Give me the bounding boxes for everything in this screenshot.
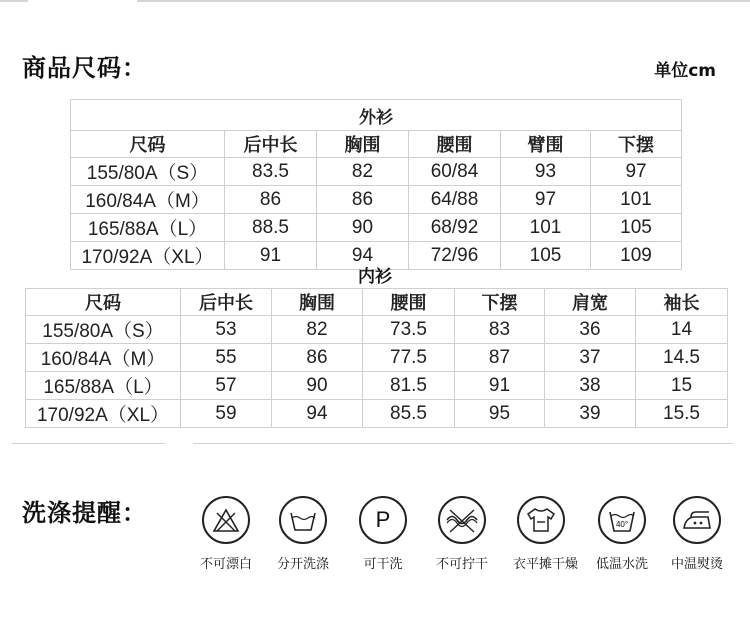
- table-cell: 39: [545, 400, 636, 428]
- table-cell: 68/92: [409, 214, 501, 242]
- table-cell: 83: [455, 316, 545, 344]
- care-item: [434, 496, 490, 572]
- table-cell: 170/92A（XL）: [26, 400, 181, 428]
- table-cell: 94: [272, 400, 363, 428]
- table-row: [26, 344, 728, 372]
- inner-table-title: 内衫: [358, 267, 392, 287]
- header-shoulder: 肩宽: [545, 289, 636, 316]
- table-cell: 88.5: [225, 214, 317, 242]
- table-cell: 101: [591, 186, 682, 214]
- wash-temperature: 40°: [615, 520, 629, 529]
- dry-clean-symbol: P: [375, 507, 391, 532]
- table-cell: 91: [455, 372, 545, 400]
- table-cell: 94: [317, 242, 409, 270]
- care-label: 不可拧干: [435, 557, 488, 572]
- care-item: [198, 496, 254, 572]
- section-divider-left: [12, 443, 165, 444]
- section-divider-right: [193, 443, 733, 444]
- table-row: [26, 316, 728, 344]
- header-hem: 下摆: [591, 131, 682, 158]
- table-cell: 64/88: [409, 186, 501, 214]
- header-back-length: 后中长: [181, 289, 272, 316]
- table-cell: 57: [181, 372, 272, 400]
- table-cell: 109: [591, 242, 682, 270]
- table-cell: 37: [545, 344, 636, 372]
- table-cell: 15.5: [636, 400, 728, 428]
- care-item: [513, 496, 579, 572]
- table-cell: 155/80A（S）: [26, 316, 181, 344]
- table-cell: 82: [272, 316, 363, 344]
- table-cell: 55: [181, 344, 272, 372]
- table-cell: 86: [225, 186, 317, 214]
- outer-table-title: 外衫: [71, 100, 682, 131]
- care-label: 低温水洗: [595, 557, 648, 572]
- table-cell: 59: [181, 400, 272, 428]
- care-item: [669, 496, 725, 572]
- table-cell: 170/92A（XL）: [71, 242, 225, 270]
- care-label: 中温熨烫: [670, 557, 723, 572]
- wash-40-icon: [598, 496, 646, 544]
- unit-label: 单位cm: [654, 61, 716, 81]
- table-cell: 60/84: [409, 158, 501, 186]
- table-cell: 72/96: [409, 242, 501, 270]
- table-cell: 165/88A（L）: [26, 372, 181, 400]
- dry-flat-icon: [517, 496, 565, 544]
- table-cell: 82: [317, 158, 409, 186]
- iron-medium-icon: [673, 496, 721, 544]
- table-cell: 97: [501, 186, 591, 214]
- table-row: [26, 400, 728, 428]
- table-cell: 87: [455, 344, 545, 372]
- care-item: [355, 496, 411, 572]
- table-cell: 97: [591, 158, 682, 186]
- do-not-wring-icon: [438, 496, 486, 544]
- table-row: [26, 372, 728, 400]
- size-section-title: 商品尺码：: [22, 54, 147, 82]
- inner-size-table: [25, 288, 728, 428]
- table-cell: 95: [455, 400, 545, 428]
- table-row: [71, 186, 682, 214]
- table-cell: 77.5: [363, 344, 455, 372]
- table-cell: 165/88A（L）: [71, 214, 225, 242]
- care-item: [594, 496, 650, 572]
- table-cell: 73.5: [363, 316, 455, 344]
- table-cell: 86: [272, 344, 363, 372]
- table-cell: 14: [636, 316, 728, 344]
- care-item: [275, 496, 331, 572]
- table-cell: 105: [591, 214, 682, 242]
- table-cell: 81.5: [363, 372, 455, 400]
- table-cell: 91: [225, 242, 317, 270]
- table-cell: 155/80A（S）: [71, 158, 225, 186]
- table-row: [71, 214, 682, 242]
- do-not-bleach-icon: [202, 496, 250, 544]
- header-hem: 下摆: [455, 289, 545, 316]
- table-cell: 160/84A（M）: [26, 344, 181, 372]
- header-arm: 臂围: [501, 131, 591, 158]
- table-cell: 101: [501, 214, 591, 242]
- header-chest: 胸围: [272, 289, 363, 316]
- care-label: 可干洗: [363, 557, 403, 572]
- table-cell: 38: [545, 372, 636, 400]
- header-chest: 胸围: [317, 131, 409, 158]
- top-divider-right: [137, 0, 750, 2]
- table-cell: 14.5: [636, 344, 728, 372]
- table-cell: 36: [545, 316, 636, 344]
- table-cell: 15: [636, 372, 728, 400]
- header-back-length: 后中长: [225, 131, 317, 158]
- table-cell: 86: [317, 186, 409, 214]
- header-size: 尺码: [26, 289, 181, 316]
- header-waist: 腰围: [363, 289, 455, 316]
- table-cell: 160/84A（M）: [71, 186, 225, 214]
- outer-size-table: [70, 99, 682, 270]
- care-label: 不可漂白: [199, 557, 252, 572]
- table-cell: 85.5: [363, 400, 455, 428]
- dry-clean-icon: [359, 496, 407, 544]
- top-divider-left: [0, 0, 28, 2]
- care-label: 分开洗涤: [276, 557, 329, 572]
- header-size: 尺码: [71, 131, 225, 158]
- table-cell: 90: [272, 372, 363, 400]
- care-section-title: 洗涤提醒：: [22, 499, 147, 527]
- table-cell: 93: [501, 158, 591, 186]
- care-label: 衣平摊干燥: [513, 557, 579, 572]
- table-cell: 90: [317, 214, 409, 242]
- table-cell: 105: [501, 242, 591, 270]
- header-waist: 腰围: [409, 131, 501, 158]
- table-row: [71, 158, 682, 186]
- table-cell: 83.5: [225, 158, 317, 186]
- table-cell: 53: [181, 316, 272, 344]
- hand-wash-icon: [279, 496, 327, 544]
- header-sleeve: 袖长: [636, 289, 728, 316]
